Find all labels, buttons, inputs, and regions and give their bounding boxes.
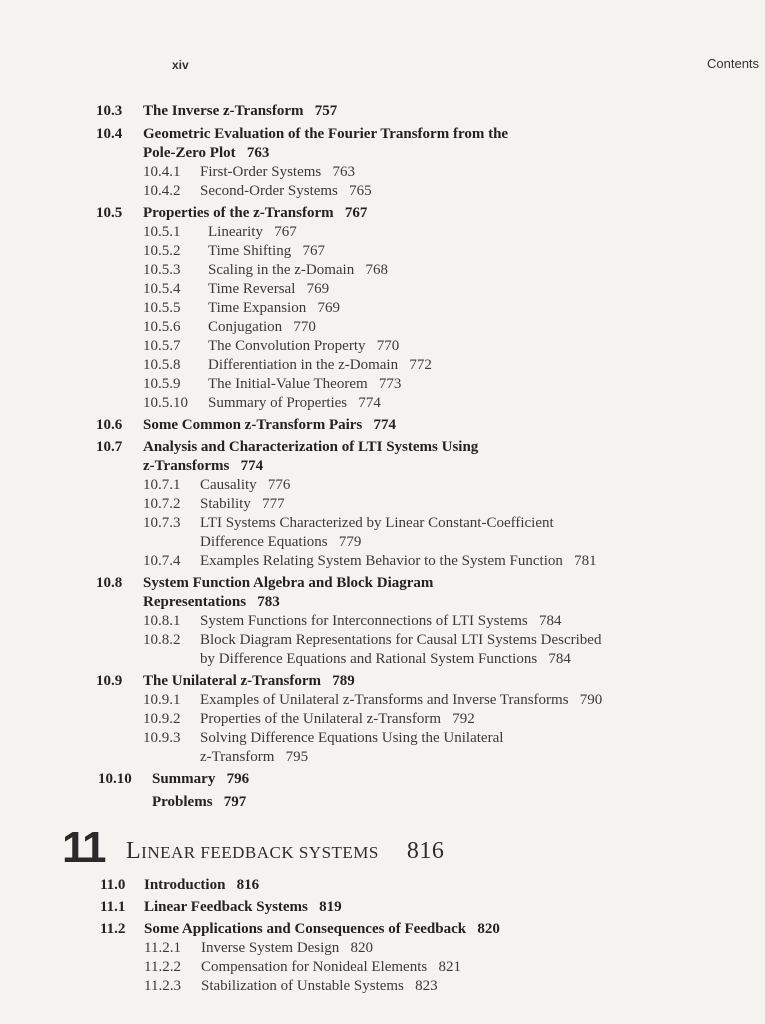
running-title: Contents (707, 56, 760, 71)
toc-entry (0, 612, 765, 631)
toc-entry-number: 10.7 (96, 439, 123, 455)
toc-entry (0, 337, 765, 356)
toc-entry-text: Differentiation in the z-Domain 772 (208, 357, 432, 373)
toc-entry-text: The Inverse z-Transform 757 (143, 103, 338, 119)
toc-entry (0, 533, 765, 552)
toc-entry-text: Time Reversal 769 (208, 281, 330, 297)
toc-entry-text: LTI Systems Characterized by Linear Constant-Coefficient (200, 515, 554, 531)
toc-entry (0, 182, 765, 201)
toc-entry-number: 10.5.1 (143, 224, 181, 240)
toc-entry-text: by Difference Equations and Rational System Functions 784 (200, 651, 571, 667)
toc-entry-text: Some Common z-Transform Pairs 774 (143, 417, 397, 433)
toc-entry-number: 10.9.1 (143, 692, 181, 708)
toc-entry-text: Linear Feedback Systems 819 (144, 899, 342, 915)
toc-entry-number: 10.5 (96, 205, 123, 221)
toc-entry-number: 10.4.2 (143, 183, 181, 199)
toc-entry (0, 748, 765, 767)
toc-entry (0, 672, 765, 691)
toc-entry-number: 10.6 (96, 417, 123, 433)
toc-entry-number: 10.8.2 (143, 632, 181, 648)
toc-entry-number: 10.8 (96, 575, 123, 591)
toc-entry-text: Difference Equations 779 (200, 534, 362, 550)
toc-entry (0, 495, 765, 514)
toc-entry-text: Stabilization of Unstable Systems 823 (201, 978, 438, 994)
toc-entry-text: The Initial-Value Theorem 773 (208, 376, 402, 392)
toc-entry (0, 144, 765, 163)
toc-entry (0, 650, 765, 669)
toc-entry-number: 10.9.2 (143, 711, 181, 727)
toc-entry (0, 977, 765, 996)
toc-entry-text: Time Shifting 767 (208, 243, 325, 259)
toc-entry-text: Pole-Zero Plot 763 (143, 145, 270, 161)
toc-entry-number: 10.5.2 (143, 243, 181, 259)
toc-entry-number: 10.9.3 (143, 730, 181, 746)
toc-entry-number: 10.5.3 (143, 262, 181, 278)
toc-entry-number: 10.4.1 (143, 164, 181, 180)
toc-entry-number: 10.7.3 (143, 515, 181, 531)
toc-entry (0, 163, 765, 182)
toc-entry (0, 631, 765, 650)
toc-entry-text: Causality 776 (200, 477, 291, 493)
toc-entry-text: Inverse System Design 820 (201, 940, 374, 956)
toc-entry-number: 10.5.6 (143, 319, 181, 335)
toc-entry (0, 514, 765, 533)
toc-entry (0, 770, 765, 789)
toc-entry-text: Examples Relating System Behavior to the System Function 781 (200, 553, 597, 569)
toc-entry-text: Second-Order Systems 765 (200, 183, 372, 199)
toc-entry-number: 10.5.5 (143, 300, 181, 316)
page-number: xiv (172, 58, 189, 72)
toc-entry-text: The Unilateral z-Transform 789 (143, 673, 355, 689)
toc-entry-text: Conjugation 770 (208, 319, 316, 335)
toc-entry-number: 10.5.9 (143, 376, 181, 392)
toc-entry (0, 710, 765, 729)
toc-entry-number: 10.7.2 (143, 496, 181, 512)
toc-entry-text: Problems 797 (152, 794, 247, 810)
toc-entry (0, 593, 765, 612)
toc-entry (0, 102, 765, 121)
toc-entry (0, 223, 765, 242)
toc-entry-text: Properties of the z-Transform 767 (143, 205, 368, 221)
toc-entry (0, 299, 765, 318)
toc-entry (0, 898, 765, 917)
toc-entry-text: Introduction 816 (144, 877, 260, 893)
toc-entry-text: Compensation for Nonideal Elements 821 (201, 959, 461, 975)
toc-entry (0, 729, 765, 748)
chapter-title-initial: L (126, 838, 142, 864)
toc-entry (0, 416, 765, 435)
toc-entry (0, 876, 765, 895)
toc-entry-text: System Function Algebra and Block Diagram (143, 575, 434, 591)
toc-entry-text: Representations 783 (143, 594, 280, 610)
toc-entry-number: 10.5.7 (143, 338, 181, 354)
toc-entry-text: First-Order Systems 763 (200, 164, 355, 180)
toc-entry (0, 394, 765, 413)
toc-entry-number: 11.2.3 (144, 978, 181, 994)
toc-entry-text: Properties of the Unilateral z-Transform 792 (200, 711, 475, 727)
toc-entry (0, 552, 765, 571)
toc-entry (0, 574, 765, 593)
toc-entry-number: 10.7.4 (143, 553, 181, 569)
toc-entry-number: 10.5.4 (143, 281, 181, 297)
chapter-title (126, 836, 444, 868)
toc-entry-number: 10.4 (96, 126, 123, 142)
toc-entry-text: System Functions for Interconnections of LTI Systems 784 (200, 613, 562, 629)
toc-entry-text: Summary of Properties 774 (208, 395, 381, 411)
toc-entry-number: 10.8.1 (143, 613, 181, 629)
toc-entry-number: 10.5.10 (143, 395, 188, 411)
toc-entry-text: Block Diagram Representations for Causal LTI Systems Described (200, 632, 602, 648)
toc-entry (0, 438, 765, 457)
toc-entry-text: Stability 777 (200, 496, 285, 512)
toc-entry (0, 457, 765, 476)
toc-entry-number: 10.9 (96, 673, 123, 689)
toc-entry (0, 280, 765, 299)
toc-entry (0, 793, 765, 812)
toc-entry (0, 920, 765, 939)
toc-entry-number: 10.7.1 (143, 477, 181, 493)
toc-entry-number: 11.0 (100, 877, 126, 893)
toc-entry-text: The Convolution Property 770 (208, 338, 400, 354)
toc-entry (0, 375, 765, 394)
toc-entry-text: Linearity 767 (208, 224, 297, 240)
toc-entry-number: 11.2.1 (144, 940, 181, 956)
toc-entry-number: 11.2.2 (144, 959, 181, 975)
toc-entry-text: Examples of Unilateral z-Transforms and Inverse Transforms 790 (200, 692, 603, 708)
toc-entry (0, 125, 765, 144)
toc-entry (0, 958, 765, 977)
toc-entry-text: z-Transforms 774 (143, 458, 264, 474)
toc-entry (0, 204, 765, 223)
toc-entry-text: Solving Difference Equations Using the Unilateral (200, 730, 504, 746)
toc-entry (0, 691, 765, 710)
toc-entry-text: z-Transform 795 (200, 749, 309, 765)
toc-entry-text: Analysis and Characterization of LTI Systems Using (143, 439, 479, 455)
toc-entry (0, 261, 765, 280)
toc-entry-number: 10.10 (98, 771, 132, 787)
toc-entry (0, 356, 765, 375)
toc-entry-number: 11.1 (100, 899, 126, 915)
toc-entry (0, 242, 765, 261)
toc-entry-number: 10.5.8 (143, 357, 181, 373)
chapter-page: 816 (406, 838, 445, 864)
toc-entry-text: Geometric Evaluation of the Fourier Transform from the (143, 126, 509, 142)
toc-entry-text: Time Expansion 769 (208, 300, 340, 316)
toc-entry (0, 318, 765, 337)
toc-entry (0, 939, 765, 958)
toc-entry-text: Scaling in the z-Domain 768 (208, 262, 388, 278)
toc-entry-number: 11.2 (100, 921, 126, 937)
toc-entry-number: 10.3 (96, 103, 123, 119)
chapter-title-rest: INEAR FEEDBACK SYSTEMS (141, 843, 379, 862)
toc-entry-text: Summary 796 (152, 771, 250, 787)
toc-entry (0, 476, 765, 495)
toc-entry-text: Some Applications and Consequences of Feedback 820 (144, 921, 500, 937)
chapter-number: 11 (62, 823, 105, 872)
